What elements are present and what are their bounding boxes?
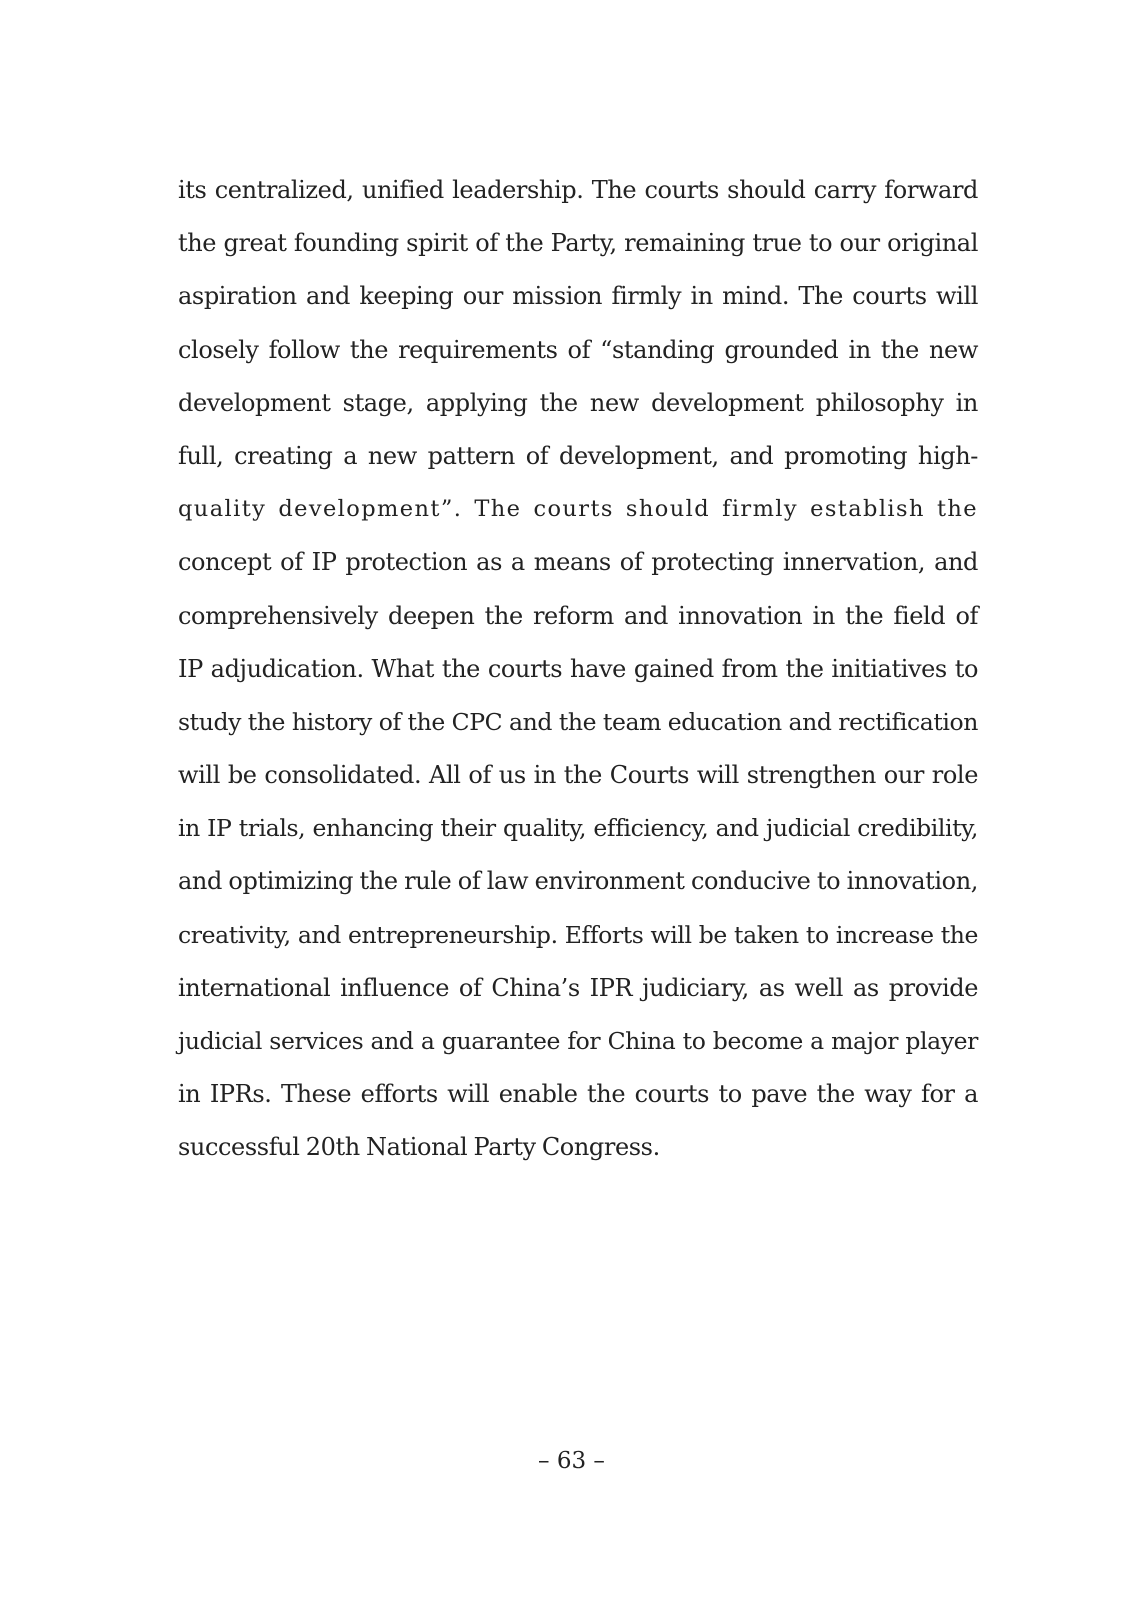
text-line: in IPRs. These efforts will enable the courts to pave the way for a — [178, 1080, 978, 1109]
text-line: quality development”. The courts should firmly establish the — [178, 496, 978, 523]
text-line: development stage, applying the new development philosophy in — [178, 388, 978, 417]
text-line: and optimizing the rule of law environment conducive to innovation, — [178, 867, 978, 896]
text-line: judicial services and a guarantee for China to become a major player — [178, 1027, 978, 1055]
text-line: in IP trials, enhancing their quality, efficiency, and judicial credibility, — [178, 814, 978, 843]
text-line: international influence of China’s IPR judiciary, as well as provide — [178, 973, 978, 1002]
text-line: its centralized, unified leadership. The courts should carry forward — [178, 176, 978, 204]
text-line: comprehensively deepen the reform and innovation in the field of — [178, 601, 978, 630]
text-line: full, creating a new pattern of development, and promoting high- — [178, 441, 978, 470]
body-paragraph — [178, 168, 978, 1179]
page-number: – 63 – — [538, 1448, 605, 1474]
text-line: will be consolidated. All of us in the Courts will strengthen our role — [178, 761, 978, 790]
text-line: aspiration and keeping our mission firmly in mind. The courts will — [178, 282, 978, 311]
text-line: concept of IP protection as a means of protecting innervation, and — [178, 548, 978, 577]
text-line: the great founding spirit of the Party, remaining true to our original — [178, 229, 978, 258]
text-line: closely follow the requirements of “standing grounded in the new — [178, 335, 978, 364]
text-line: study the history of the CPC and the team education and rectification — [178, 707, 978, 736]
text-line: IP adjudication. What the courts have gained from the initiatives to — [178, 654, 978, 683]
text-line: creativity, and entrepreneurship. Efforts will be taken to increase the — [178, 920, 978, 949]
text-line: successful 20th National Party Congress. — [178, 1133, 660, 1162]
